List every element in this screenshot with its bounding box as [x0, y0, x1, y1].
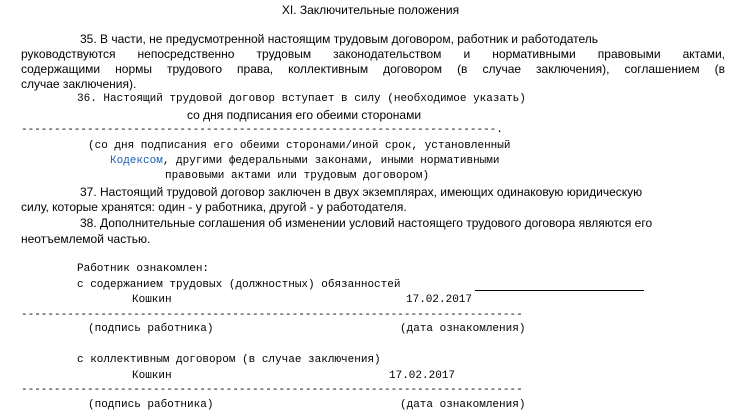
clause-38-line-1: 38. Дополнительные соглашения об изменении условий настоящего трудового договора являются его: [80, 216, 653, 230]
ack-employee-name-2: Кошкин: [132, 370, 172, 382]
clause-35-line-4: случае заключения).: [21, 77, 137, 91]
section-title: XI. Заключительные положения: [281, 3, 460, 17]
ack-employee-name-1: Кошкин: [132, 294, 172, 306]
clause-37-line-2: силу, которые хранятся: один - у работника, другой - у работодателя.: [21, 200, 407, 214]
ack-date-2: 17.02.2017: [389, 370, 456, 382]
ack-dash-line-2: ----------------------------------------------------------------------------: [21, 384, 523, 396]
ack-dash-line-1: ----------------------------------------------------------------------------: [21, 309, 523, 321]
clause-37-line-1: 37. Настоящий трудовой договор заключен в двух экземплярах, имеющих одинаковую юридическую: [80, 185, 643, 199]
duties-signature-underline: [475, 290, 644, 291]
clause-36-hint-1: (со дня подписания его обеими сторонами/иной срок, установленный: [88, 140, 511, 152]
ack-heading: Работник ознакомлен:: [77, 263, 210, 275]
clause-36-line-1: 36. Настоящий трудовой договор вступает в силу (необходимое указать): [77, 93, 526, 105]
clause-36-hint-3: правовыми актами или трудовым договором): [165, 170, 430, 182]
clause-36-effective-date-value: со дня подписания его обеими сторонами: [187, 108, 422, 122]
clause-35-line-1: 35. В части, не предусмотренной настоящим трудовым договором, работник и работодатель: [80, 32, 599, 46]
ack-date-1: 17.02.2017: [406, 294, 473, 306]
clause-38-line-2: неотъемлемой частью.: [21, 232, 151, 246]
kodeks-link[interactable]: Кодексом: [110, 155, 163, 167]
clause-36-hint-2: [110, 154, 499, 169]
clause-36-dash-line: ------------------------------------------------------------------------.: [21, 124, 503, 136]
ack-signature-label-1: (подпись работника): [88, 323, 214, 335]
clause-36-hint-2-rest: , другими федеральными законами, иными нормативными: [162, 155, 500, 167]
ack-signature-label-2: (подпись работника): [88, 399, 214, 411]
ack-date-label-1: (дата ознакомления): [400, 323, 526, 335]
ack-collective-label: с коллективным договором (в случае заключения): [77, 354, 381, 366]
clause-35-line-3: содержащими нормы трудового права, коллективным договором (в случае заключения), соглашением (в: [21, 62, 725, 76]
ack-date-label-2: (дата ознакомления): [400, 399, 526, 411]
clause-35-line-2: руководствуются непосредственно трудовым законодательством и нормативными правовыми актами,: [21, 47, 725, 61]
ack-duties-label: с содержанием трудовых (должностных) обязанностей: [77, 279, 401, 291]
